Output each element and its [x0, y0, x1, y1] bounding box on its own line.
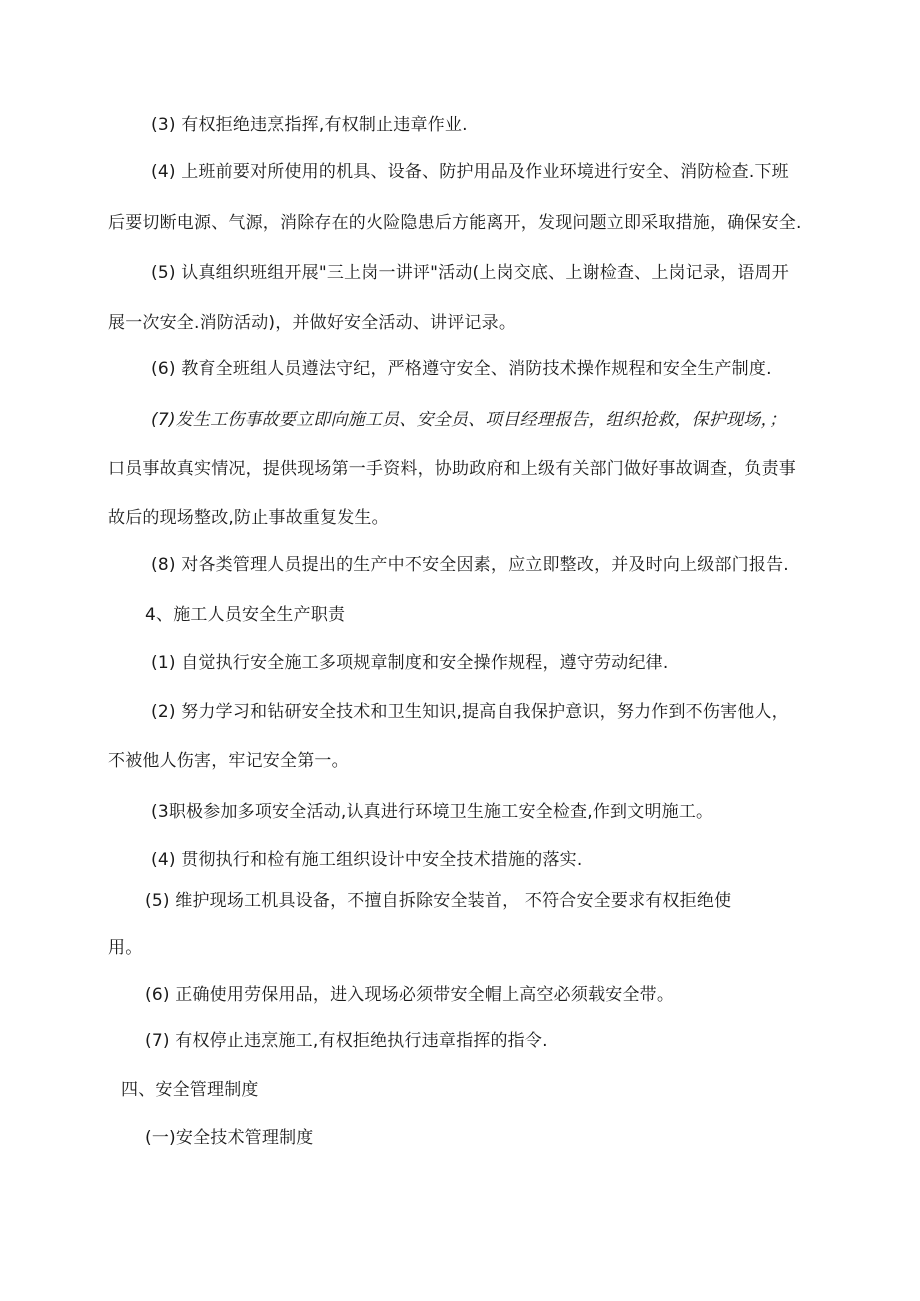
- paragraph-line: (5) 认真组织班组开展"三上岗一讲评"活动(上岗交底、上谢检查、上岗记录，语周开: [151, 263, 789, 283]
- paragraph-line: (1) 自觉执行安全施工多项规章制度和安全操作规程，遵守劳动纪律.: [151, 653, 669, 673]
- paragraph-line: 口员事故真实情况，提供现场第一手资料，协助政府和上级有关部门做好事故调查，负责事: [108, 459, 796, 479]
- paragraph-line: (6) 教育全班组人员遵法守纪，严格遵守安全、消防技术操作规程和安全生产制度.: [151, 359, 772, 379]
- paragraph-line: (3) 有权拒绝违烹指挥,有权制止违章作业.: [151, 115, 468, 135]
- paragraph-line: (8) 对各类管理人员提出的生产中不安全因素，应立即整改，并及时向上级部门报告.: [151, 555, 789, 575]
- paragraph-line: 用。: [108, 938, 143, 958]
- subsection-heading: (一)安全技术管理制度: [145, 1128, 314, 1148]
- paragraph-line: 不被他人伤害，牢记安全第一。: [108, 751, 349, 771]
- paragraph-line: (5) 维护现场工机具设备，不擅自拆除安全装首， 不符合安全要求有权拒绝使: [145, 891, 732, 911]
- paragraph-line: 展一次安全.消防活动)，并做好安全活动、讲评记录。: [108, 313, 517, 333]
- paragraph-line: (6) 正确使用劳保用品，进入现场必须带安全帽上高空必须载安全带。: [145, 985, 675, 1005]
- paragraph-line: 后要切断电源、气源，消除存在的火险隐患后方能离开，发现问题立即采取措施，确保安全.: [108, 213, 802, 233]
- paragraph-line: (4) 贯彻执行和检有施工组织设计中安全技术措施的落实.: [151, 850, 583, 870]
- paragraph-line: 故后的现场整改,防止事故重复发生。: [108, 508, 389, 528]
- paragraph-line: (7) 有权停止违烹施工,有权拒绝执行违章指挥的指令.: [145, 1031, 548, 1051]
- chapter-heading: 四、安全管理制度: [121, 1080, 259, 1100]
- paragraph-line: (3职极参加多项安全活动,认真进行环境卫生施工安全检查,作到文明施工。: [151, 802, 714, 822]
- paragraph-line: (4) 上班前要对所使用的机具、设备、防护用品及作业环境进行安全、消防检查.下班: [151, 162, 789, 182]
- paragraph-line: (7)发生工伤事故要立即向施工员、安全员、项目经理报告，组织抢救，保护现场，；: [151, 410, 787, 430]
- section-heading: 4、施工人员安全生产职责: [145, 605, 346, 625]
- paragraph-line: (2) 努力学习和钻研安全技术和卫生知识,提高自我保护意识，努力作到不伤害他人，: [151, 702, 789, 722]
